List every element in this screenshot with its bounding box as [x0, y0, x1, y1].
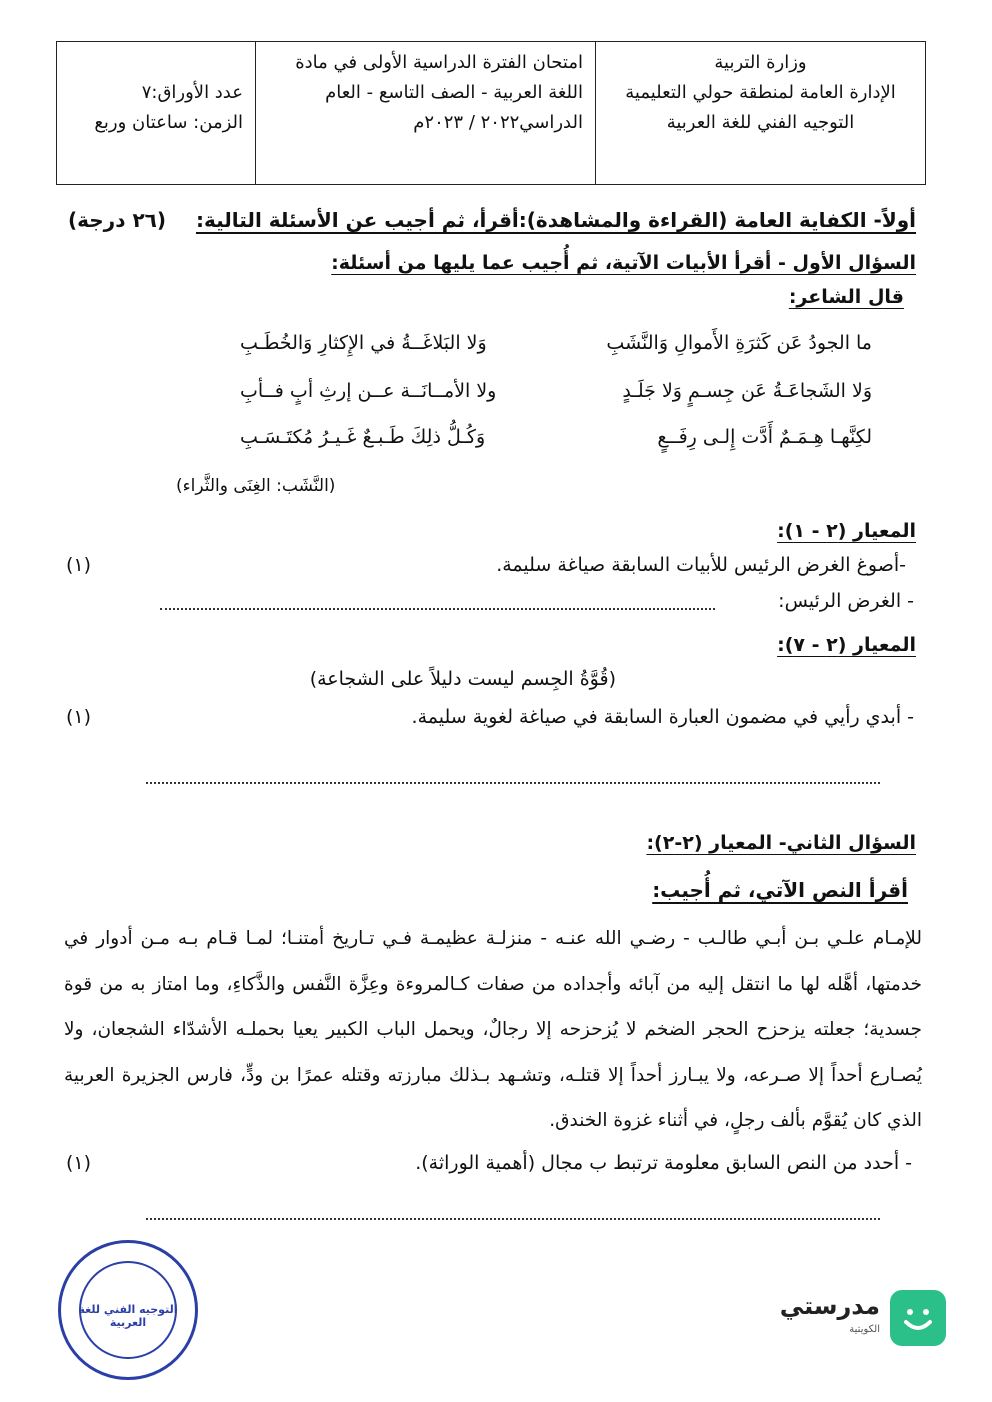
madrasati-logo: [779, 1290, 946, 1360]
official-stamp: [58, 1240, 198, 1380]
question-1-title: السؤال الأول - أقرأ الأبيات الآتية، ثم أُجيب عما يليها من أسئلة:: [331, 252, 916, 274]
gloss-note: (النَّشَب: الغِنَى والثَّراء): [176, 476, 336, 496]
verse-2-right: وَلا الشَجاعَـةُ عَن جِسـمٍ وَلا جَلَـدٍ: [622, 380, 872, 402]
verse-1-right: ما الجودُ عَن كَثرَةِ الأَموالِ وَالنَّشَبِ: [606, 332, 872, 354]
exam-line-1: امتحان الفترة الدراسية الأولى في مادة: [295, 52, 583, 73]
answer-line-1[interactable]: [160, 608, 715, 610]
verse-1-left: وَلا البَلاغَــةُ في الإِكثارِ وَالخُطَـبِ: [240, 332, 487, 354]
section-title-text: أولاً- الكفاية العامة (القراءة والمشاهدة):أقرأ، ثم أجيب عن الأسئلة التالية:: [195, 208, 916, 232]
section-title: [196, 208, 916, 232]
header-exam-cell: [255, 42, 595, 184]
task-heredity: - أحدد من النص السابق معلومة ترتبط ب مجال (أهمية الوراثة).: [415, 1152, 912, 1174]
criterion-2-7: المعيار (٢ - ٧):: [777, 634, 916, 656]
answer-line-3[interactable]: [146, 1218, 880, 1220]
logo-icon: [890, 1290, 946, 1346]
logo-name: مدرستي: [779, 1292, 880, 1320]
mark-task-3: (١): [66, 1152, 92, 1174]
task-opinion: - أبدي رأيي في مضمون العبارة السابقة في صياغة لغوية سليمة.: [411, 706, 914, 728]
logo-smile-icon: [890, 1290, 946, 1346]
logo-sub: الكويتية: [849, 1324, 880, 1335]
criterion-2-1: المعيار (٢ - ١):: [777, 520, 916, 542]
section-marks: (٢٦ درجة): [68, 208, 166, 232]
stamp-text: التوجيه الفني للغة العربية: [78, 1303, 178, 1329]
answer-purpose-label: - الغرض الرئيس:: [778, 590, 914, 612]
answer-line-2[interactable]: [146, 782, 880, 784]
header-ministry-cell: [595, 42, 925, 184]
reading-passage: للإمـام علـي بـن أبـي طالـب - رضـي الله عنـه - منزلـة عظيمـة فـي تـاريخ أمتنـا؛ لمـا قـام بـه مـن أدوار في خدمتها، أهَّله لها ما انتقل إليه من آبائه وأجداده من صفات كـالمروءة وعِزَّة النَّفس والذَّكاءِ، وما امتاز به من قوة جسدية؛ جعلته يزحزح الحجر الضخم لا يُزحزحه إلا رجالٌ، ويحمل الباب الكبير يعيا بحملـه الأشدّاء الشجعان، ولا يُصـارع أحداً إلا صـرعه، ولا يبـارز أحداً إلا قتلـه، وتشـهد بـذلك مبارزته وقتله عمرًا بن ودٍّ، فارس الجزيرة العربية الذي كان يُقوَّم بألف رجلٍ، في أثناء غزوة الخندق.: [64, 928, 922, 1131]
header-info-cell: [57, 42, 255, 184]
header-table: [56, 41, 926, 185]
question-2-instruction: أقرأ النص الآتي، ثم أُجيب:: [652, 878, 908, 902]
statement-text: (قُوَّةُ الجِسم ليست دليلاً على الشجاعة): [309, 668, 616, 690]
ministry-name: وزارة التربية: [714, 52, 807, 73]
mark-task-1: (١): [66, 554, 92, 576]
verse-3-right: لكِنَّهـا هِـمَـمٌ أَدَّت إِلـى رِفَــعٍ: [657, 426, 872, 448]
exam-line-3: الدراسي٢٠٢٢ / ٢٠٢٣م: [413, 112, 583, 133]
directorate-name: الإدارة العامة لمنطقة حولي التعليمية: [625, 82, 896, 103]
verse-3-left: وَكُـلُّ ذلِكَ طَـبـعٌ غَـيـرُ مُكتَـسَـبِ: [240, 426, 486, 448]
question-2-title: السؤال الثاني- المعيار (٢-٢):: [646, 832, 916, 854]
exam-time: الزمن: ساعتان وربع: [94, 112, 243, 133]
poet-label: قال الشاعر:: [788, 286, 904, 308]
verse-2-left: ولا الأمــانَــة عــن إرثِ أبٍ فــأبِ: [240, 380, 497, 402]
task-purpose: -أصوغ الغرض الرئيس للأبيات السابقة صياغة سليمة.: [496, 554, 906, 576]
exam-line-2: اللغة العربية - الصف التاسع - العام: [325, 82, 583, 103]
supervision-name: التوجيه الفني للغة العربية: [666, 112, 855, 133]
mark-task-2: (١): [66, 706, 92, 728]
page-count: عدد الأوراق:٧: [141, 82, 243, 103]
